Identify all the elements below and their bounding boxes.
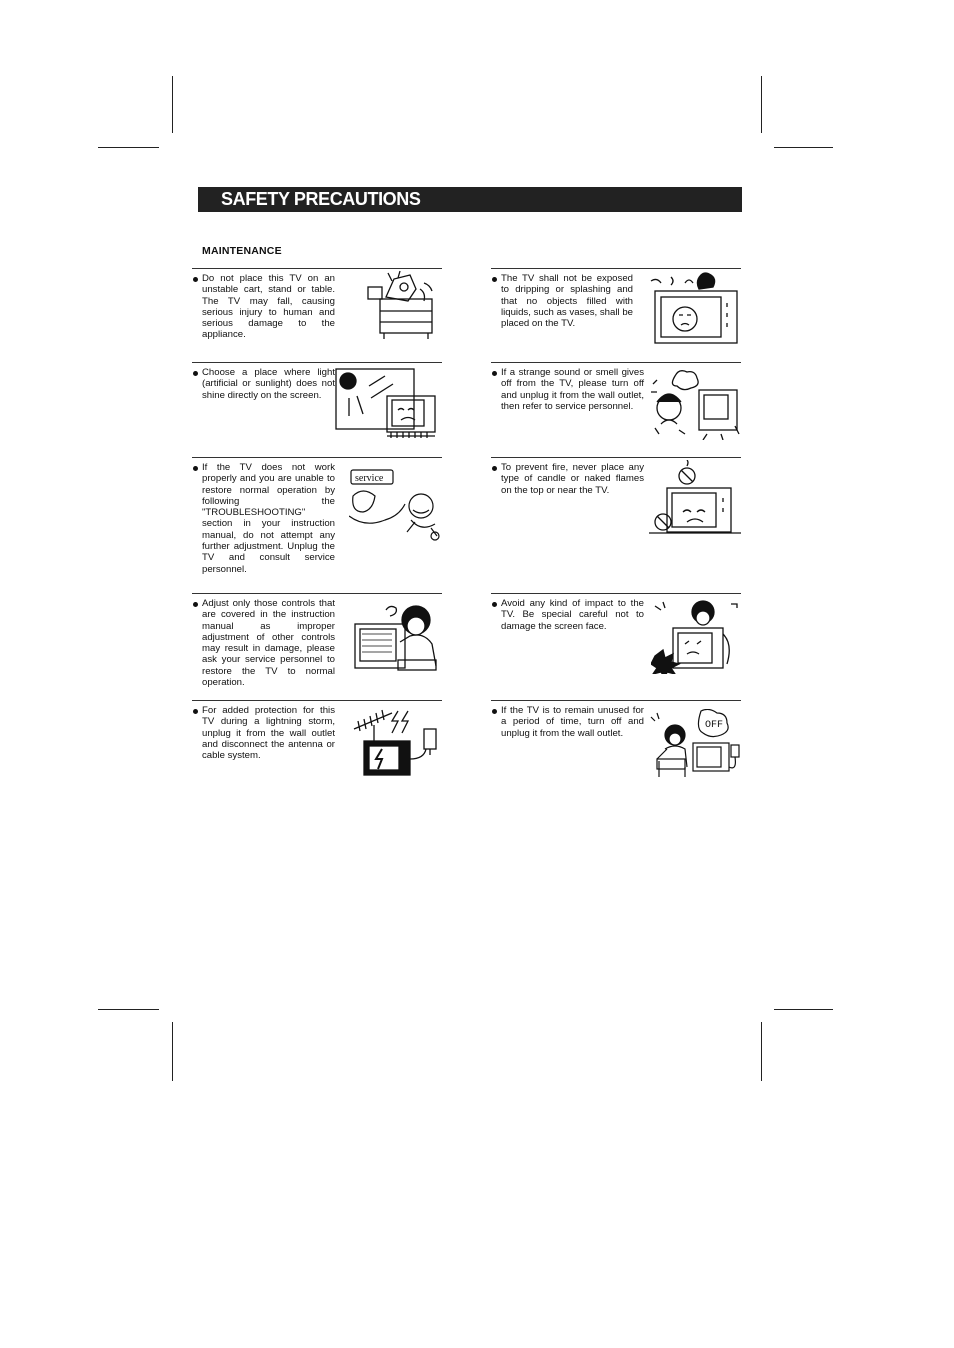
- sunlight-on-tv-icon: [335, 368, 439, 440]
- precaution-item: [192, 593, 442, 701]
- precaution-item: [192, 457, 442, 594]
- precaution-text: The TV shall not be exposed to dripping or splashing and that no objects filled with liquids, such as vases, shall be placed on the TV.: [501, 273, 633, 330]
- crop-mark: [98, 1009, 159, 1010]
- crop-mark: [774, 147, 833, 148]
- precaution-text: If a strange sound or smell gives off from the TV, please turn off and unplug it from the wall outlet, then refer to service personnel.: [501, 367, 644, 412]
- bullet-icon: [492, 466, 497, 471]
- precaution-text: If the TV does not work properly and you are unable to restore normal operation by following the "TROUBLESHOOTING" section in your instruction manual, do not attempt any further adjustment. Unplug the TV and consult service personnel.: [202, 462, 335, 575]
- bullet-icon: [492, 602, 497, 607]
- precaution-text: To prevent fire, never place any type of candle or naked flames on the top or near the TV.: [501, 462, 644, 496]
- service-call-icon: [349, 466, 441, 542]
- precaution-text: If the TV is to remain unused for a period of time, turn off and unplug it from the wall outlet.: [501, 705, 644, 739]
- off-bubble-text: OFF: [705, 720, 724, 731]
- precaution-item: [491, 593, 741, 701]
- bullet-icon: [193, 466, 198, 471]
- bullet-icon: [193, 709, 198, 714]
- impact-tv-icon: [651, 600, 741, 674]
- strange-smell-icon: [649, 368, 741, 440]
- bullet-icon: [492, 277, 497, 282]
- service-bubble-text: service: [355, 473, 384, 484]
- no-candle-icon: [649, 460, 741, 536]
- precaution-text: For added protection for this TV during a lightning storm, unplug it from the wall outlet and disconnect the antenna or cable system.: [202, 705, 335, 762]
- vase-spilling-on-tv-icon: [649, 271, 741, 345]
- section-title: MAINTENANCE: [202, 245, 282, 257]
- bullet-icon: [193, 602, 198, 607]
- precaution-text: Choose a place where light (artificial or sunlight) does not shine directly on the screen.: [202, 367, 335, 401]
- title-bar: [198, 187, 742, 212]
- precaution-item: [192, 268, 442, 363]
- bullet-icon: [193, 277, 198, 282]
- lightning-antenna-icon: [352, 709, 442, 779]
- crop-mark: [761, 76, 762, 133]
- bullet-icon: [193, 371, 198, 376]
- precaution-item: [192, 362, 442, 458]
- crop-mark: [172, 76, 173, 133]
- precaution-item: [491, 700, 741, 781]
- precaution-text: Avoid any kind of impact to the TV. Be special careful not to damage the screen face.: [501, 598, 644, 632]
- tv-off-unplug-icon: [649, 709, 741, 779]
- precaution-item: [491, 268, 741, 363]
- crop-mark: [98, 147, 159, 148]
- tv-falling-cart-icon: [364, 269, 442, 341]
- page-title: SAFETY PRECAUTIONS: [221, 189, 421, 209]
- precaution-item: [491, 457, 741, 594]
- precaution-item: [192, 700, 442, 781]
- person-adjusting-tv-icon: [352, 602, 442, 674]
- precaution-item: [491, 362, 741, 458]
- bullet-icon: [492, 709, 497, 714]
- crop-mark: [761, 1022, 762, 1081]
- bullet-icon: [492, 371, 497, 376]
- precaution-text: Do not place this TV on an unstable cart, stand or table. The TV may fall, causing serious injury to human and serious damage to the appliance.: [202, 273, 335, 341]
- precaution-text: Adjust only those controls that are covered in the instruction manual as improper adjustment of other controls may result in damage, please ask your service personnel to restore the TV to normal operation.: [202, 598, 335, 689]
- crop-mark: [172, 1022, 173, 1081]
- crop-mark: [774, 1009, 833, 1010]
